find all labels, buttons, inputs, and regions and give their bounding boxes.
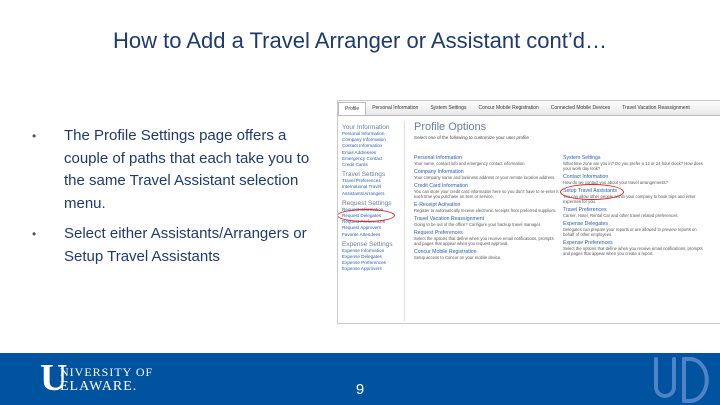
profile-options-left-column	[414, 155, 559, 263]
option-item	[563, 207, 708, 218]
option-link[interactable]: Travel Preferences	[563, 207, 607, 213]
slide-title: How to Add a Travel Arranger or Assistant cont’d…	[112, 28, 608, 53]
tab-travel-vacation-reassignment[interactable]: Travel Vacation Reassignment	[622, 105, 690, 111]
tab-system-settings[interactable]: System Settings	[430, 105, 467, 111]
profile-options-intro: Select one of the following to customize your user profile	[414, 135, 529, 140]
tab-concur-mobile-registration[interactable]: Concur Mobile Registration	[478, 105, 539, 111]
nav-link[interactable]: Contact Information	[342, 143, 383, 149]
nav-link-assistants-arrangers[interactable]: Assistants/Arrangers	[342, 190, 385, 196]
option-link[interactable]: Personal Information	[414, 155, 462, 161]
footer-bar	[0, 353, 720, 405]
option-item	[414, 230, 559, 246]
option-description: Going to be out of the office? Configure your backup travel manager.	[414, 222, 542, 227]
profile-options-right-column	[563, 155, 708, 259]
option-item	[563, 240, 708, 256]
option-description: You can allow other people within your company to book trips and enter expenses for you.	[563, 194, 696, 204]
option-item	[414, 183, 559, 199]
tab-connected-mobile-devices[interactable]: Connected Mobile Devices	[550, 105, 611, 111]
option-description: Select the options that define when you receive email notifications, prompts and pages that appear when you request approval.	[414, 236, 554, 246]
bullet-item	[32, 223, 332, 268]
option-description: Delegates can prepare your reports or are allowed to preview reports on behalf of other employees.	[563, 227, 697, 237]
option-item	[414, 169, 559, 180]
tab-profile[interactable]: Profile	[338, 102, 366, 115]
nav-section-heading: Request Settings	[342, 199, 392, 207]
nav-link[interactable]: Expense Preferences	[342, 260, 386, 266]
profile-tab-bar	[338, 101, 720, 116]
bullet-list	[32, 125, 332, 276]
logo-initial: U	[40, 357, 68, 399]
logo-line-2: ELAWARE.	[60, 379, 138, 394]
profile-options-panel	[414, 121, 714, 321]
nav-link[interactable]: Request Approvers	[342, 225, 382, 231]
option-description: Select the options that define when you receive email notifications, prompts and pages that appear when you create a report.	[563, 246, 703, 256]
profile-options-screenshot	[337, 100, 720, 324]
option-description: Your name, contact info and emergency contact information.	[414, 161, 526, 166]
ud-decorative-mark-icon	[646, 355, 716, 405]
nav-link[interactable]: Request Delegates	[342, 213, 382, 219]
option-link-setup-travel-assistants[interactable]: Setup Travel Assistants	[563, 188, 617, 194]
nav-link[interactable]: Personal Information	[342, 131, 385, 136]
tab-personal-information[interactable]: Personal Information	[372, 105, 419, 111]
nav-section-heading: Expense Settings	[342, 240, 393, 248]
nav-link[interactable]: Expense Information	[342, 247, 385, 253]
nav-link[interactable]: Credit Cards	[342, 162, 368, 168]
option-link[interactable]: Travel Vacation Reassignment	[414, 216, 485, 222]
option-link[interactable]: Concur Mobile Registration	[414, 249, 477, 255]
option-link[interactable]: System Settings	[563, 155, 601, 161]
bullet-dot-icon: •	[32, 227, 37, 241]
nav-link[interactable]: Travel Preferences	[342, 178, 381, 184]
option-item	[563, 221, 708, 237]
option-description: Register to automatically receive electronic receipts from preferred suppliers.	[414, 208, 557, 213]
profile-options-title: Profile Options	[414, 121, 487, 133]
option-item	[414, 202, 559, 213]
nav-section-heading: Travel Settings	[342, 171, 386, 179]
nav-link[interactable]: Request Preferences	[342, 219, 386, 225]
option-link[interactable]: Company Information	[414, 169, 464, 175]
option-link[interactable]: Credit Card Information	[414, 183, 468, 189]
option-link[interactable]: Request Preferences	[414, 230, 463, 236]
option-item	[414, 216, 559, 227]
logo-line-1: NIVERSITY OF	[60, 365, 154, 379]
nav-link[interactable]: Email Addresses	[342, 149, 377, 155]
nav-link[interactable]: Emergency Contact	[342, 155, 383, 161]
option-description: What time zone are you in? Do you prefer a 12 or 24 hour clock? How does your work day look?	[563, 161, 703, 171]
option-link[interactable]: Expense Preferences	[563, 240, 613, 246]
bullet-text: Select either Assistants/Arrangers or Setup Travel Assistants	[64, 225, 307, 265]
option-description: You can store your credit card information here so you don't have to re-enter it each time you purchase an item or service.	[414, 189, 559, 199]
option-description: Your company name and business address or your remote location address.	[414, 175, 556, 180]
option-description: Setup access to Concur on your mobile device.	[414, 255, 502, 260]
nav-section-heading: Your Information	[342, 124, 390, 131]
page-number: 9	[355, 381, 365, 398]
option-link[interactable]: E-Receipt Activation	[414, 202, 461, 208]
nav-link[interactable]: International Travel	[342, 184, 382, 190]
nav-link[interactable]: Expense Delegates	[342, 254, 382, 260]
bullet-text: The Profile Settings page offers a couple of paths that each take you to the same Travel Assistant selection menu.	[64, 127, 310, 212]
option-item	[414, 155, 559, 166]
option-description: Carrier, Hotel, Rental Car and other travel related preferences.	[563, 213, 679, 218]
bullet-item	[32, 125, 332, 215]
option-item	[563, 155, 708, 171]
option-link[interactable]: Contact Information	[563, 174, 609, 180]
option-link[interactable]: Expense Delegates	[563, 221, 608, 227]
nav-link[interactable]: Request Information	[342, 206, 384, 212]
option-item	[414, 249, 559, 260]
nav-link[interactable]: Company Information	[342, 137, 386, 143]
highlight-circle-setup-travel-assistants	[560, 184, 624, 200]
bullet-dot-icon: •	[32, 129, 37, 143]
nav-link[interactable]: Expense Approvers	[342, 266, 382, 272]
highlight-circle-assistants-arrangers	[337, 209, 395, 222]
option-description: How do we contact you about your travel arrangements?	[563, 180, 668, 185]
nav-link[interactable]: Favorite Attendees	[342, 231, 381, 237]
